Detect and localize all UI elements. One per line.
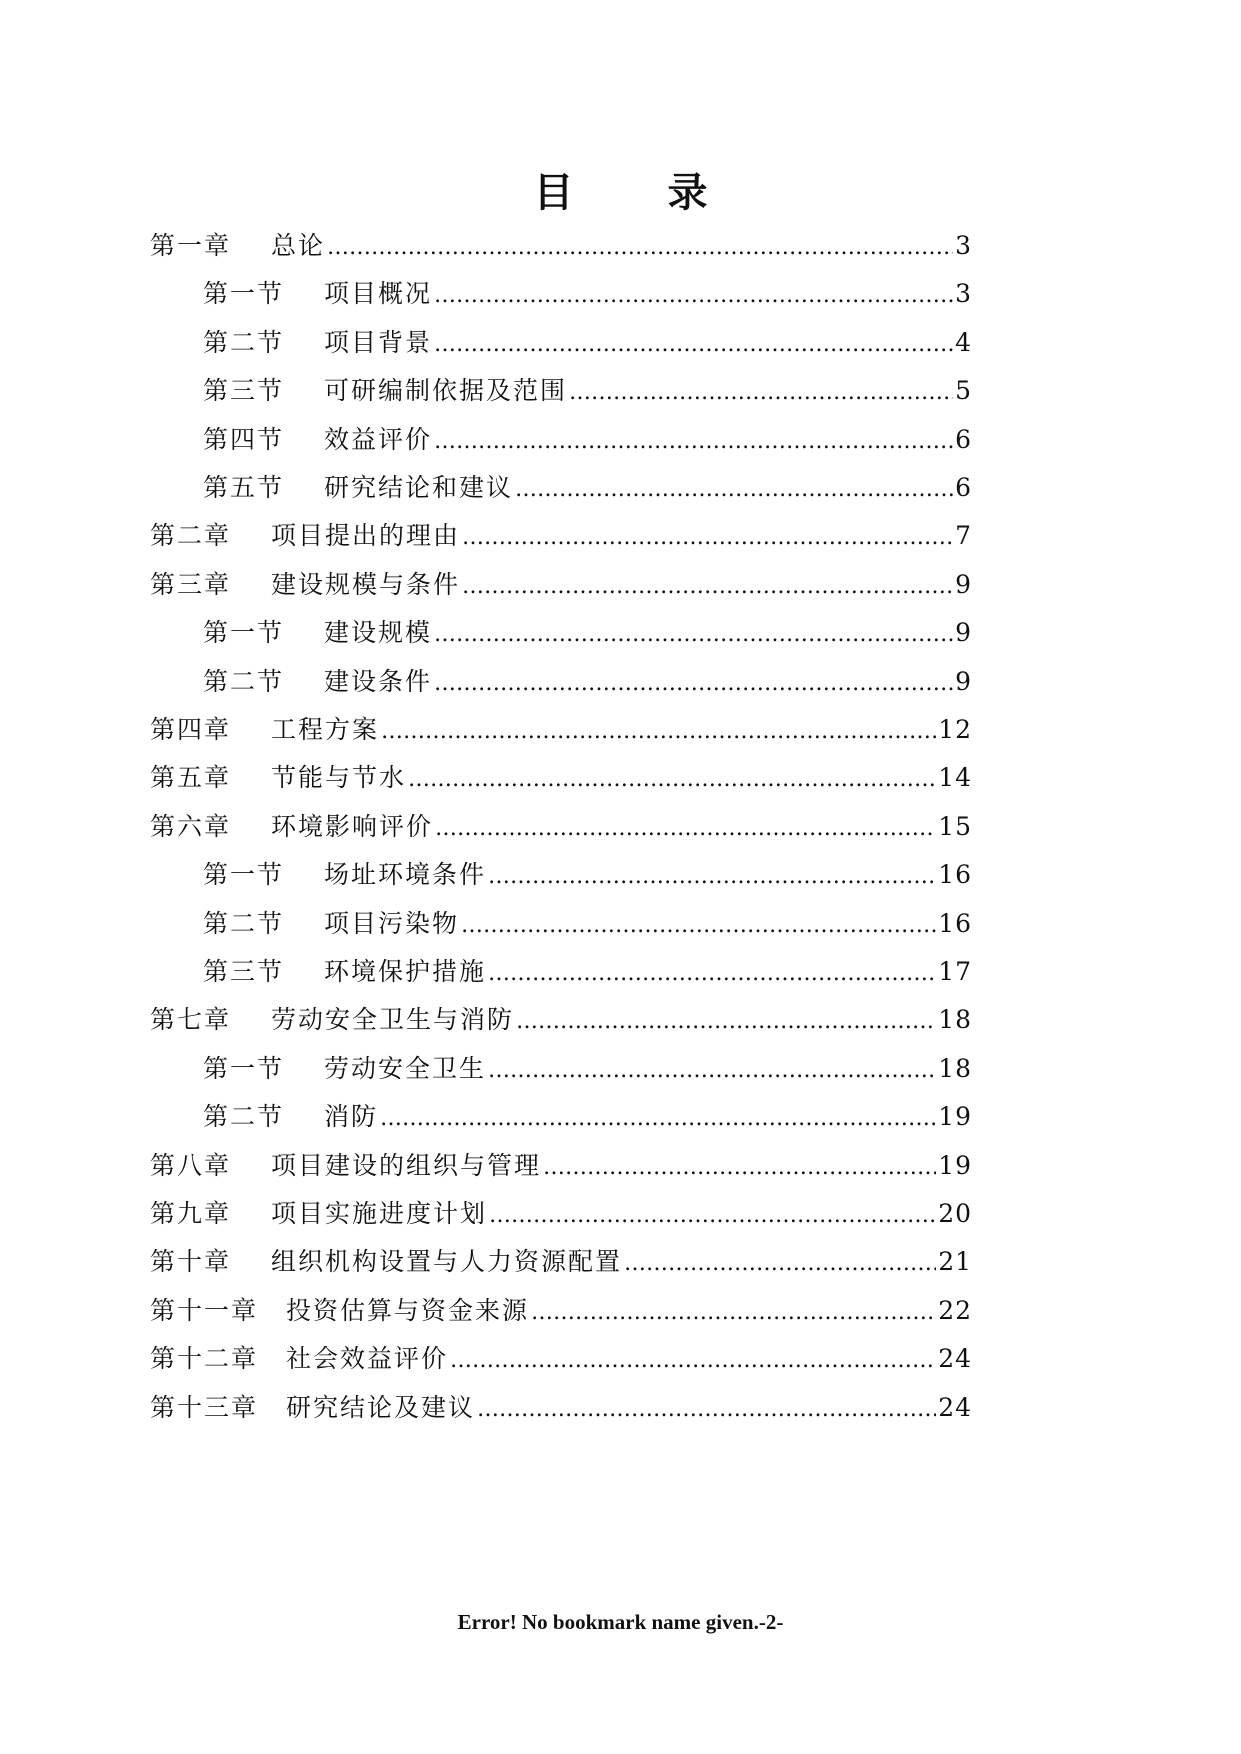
toc-section-entry[interactable] [203, 952, 972, 992]
toc-chapter-entry[interactable] [150, 1194, 972, 1234]
toc-entry-title: 投资估算与资金来源 [286, 1295, 530, 1325]
toc-dot-leader [462, 518, 953, 558]
toc-chapter-entry[interactable] [150, 1388, 972, 1428]
toc-dot-leader [569, 373, 953, 413]
toc-dot-leader [434, 325, 953, 365]
toc-page-number: 9 [955, 569, 972, 599]
toc-entry-title: 项目概况 [324, 279, 433, 309]
toc-page-number: 4 [955, 327, 972, 357]
toc-page-number: 15 [938, 811, 972, 841]
toc-page-number: 12 [938, 715, 972, 744]
toc-dot-leader [543, 1148, 936, 1188]
toc-dot-leader [488, 857, 936, 897]
toc-page-number: 19 [938, 1150, 972, 1180]
toc-entry-title: 项目提出的理由 [271, 521, 461, 551]
toc-entry-number: 第五节 [203, 473, 285, 502]
toc-dot-leader [477, 1390, 936, 1430]
page-title: 目 录 [533, 170, 748, 216]
toc-page-number: 16 [938, 908, 972, 938]
toc-chapter-entry[interactable] [150, 807, 972, 847]
toc-dot-leader [380, 1099, 936, 1139]
toc-chapter-entry[interactable] [150, 1339, 972, 1379]
toc-section-entry[interactable] [203, 1097, 972, 1137]
toc-dot-leader [531, 1293, 936, 1333]
toc-entry-number: 第六章 [150, 811, 232, 841]
toc-entry-title: 项目建设的组织与管理 [271, 1150, 542, 1180]
toc-entry-number: 第十二章 [150, 1344, 259, 1374]
toc-entry-number: 第十章 [150, 1247, 232, 1277]
toc-chapter-entry[interactable] [150, 516, 972, 556]
toc-entry-number: 第一节 [203, 618, 285, 648]
toc-page-number: 6 [955, 424, 972, 454]
toc-entry-number: 第十三章 [150, 1392, 259, 1422]
toc-entry-title: 消防 [324, 1102, 379, 1132]
toc-chapter-entry[interactable] [150, 1291, 972, 1331]
toc-entry-title: 组织机构设置与人力资源配置 [271, 1247, 623, 1277]
toc-entry-number: 第一节 [203, 860, 285, 890]
toc-page-number: 14 [938, 763, 972, 793]
toc-section-entry[interactable] [203, 274, 972, 314]
toc-entry-number: 第七章 [150, 1005, 232, 1035]
toc-entry-title: 建设条件 [324, 666, 433, 696]
toc-entry-number: 第二节 [203, 327, 285, 357]
toc-chapter-entry[interactable] [150, 1146, 972, 1186]
toc-entry-title: 场址环境条件 [324, 860, 487, 890]
toc-section-entry[interactable] [203, 420, 972, 460]
toc-page-number: 22 [938, 1295, 972, 1325]
toc-entry-title: 项目实施进度计划 [271, 1199, 488, 1228]
toc-dot-leader [516, 1002, 936, 1042]
toc-page-number: 5 [955, 376, 972, 406]
toc-entry-title: 劳动安全卫生与消防 [271, 1005, 515, 1035]
toc-dot-leader [488, 954, 936, 994]
toc-chapter-entry[interactable] [150, 226, 972, 266]
toc-section-entry[interactable] [203, 613, 972, 653]
toc-chapter-entry[interactable] [150, 1242, 972, 1282]
toc-chapter-entry[interactable] [150, 758, 972, 798]
toc-chapter-entry[interactable] [150, 1000, 972, 1040]
toc-page-number: 21 [938, 1247, 972, 1277]
toc-entry-title: 节能与节水 [271, 763, 407, 793]
toc-dot-leader [434, 422, 953, 462]
toc-section-entry[interactable] [203, 1049, 972, 1089]
toc-dot-leader [515, 470, 953, 510]
toc-dot-leader [461, 906, 936, 946]
toc-page-number: 16 [938, 860, 972, 890]
toc-entry-number: 第九章 [150, 1199, 232, 1228]
toc-entry-number: 第二节 [203, 908, 285, 938]
toc-dot-leader [434, 664, 953, 704]
toc-entry-number: 第一章 [150, 231, 232, 260]
toc-entry-number: 第二章 [150, 521, 232, 551]
toc-page-number: 6 [955, 473, 972, 502]
toc-chapter-entry[interactable] [150, 565, 972, 605]
toc-dot-leader [408, 760, 936, 800]
page-footer: Error! No bookmark name given.-2- [457, 1610, 784, 1634]
toc-entry-title: 总论 [271, 231, 326, 260]
toc-dot-leader [462, 567, 953, 607]
toc-entry-number: 第四章 [150, 715, 232, 744]
toc-entry-number: 第四节 [203, 424, 285, 454]
toc-entry-title: 项目污染物 [324, 908, 460, 938]
toc-page-number: 7 [955, 521, 972, 551]
toc-dot-leader [434, 276, 953, 316]
toc-entry-number: 第五章 [150, 763, 232, 793]
toc-page-number: 19 [938, 1102, 972, 1132]
toc-entry-title: 效益评价 [324, 424, 433, 454]
toc-entry-number: 第三章 [150, 569, 232, 599]
toc-page-number: 24 [938, 1392, 972, 1422]
toc-page-number: 17 [938, 957, 972, 986]
toc-dot-leader [435, 809, 936, 849]
toc-entry-title: 环境影响评价 [271, 811, 434, 841]
toc-page-number: 9 [955, 618, 972, 648]
toc-entry-number: 第一节 [203, 1053, 285, 1083]
toc-entry-number: 第三节 [203, 957, 285, 986]
toc-entry-title: 研究结论和建议 [324, 473, 514, 502]
toc-entry-title: 社会效益评价 [286, 1344, 449, 1374]
toc-page-number: 3 [955, 231, 972, 260]
toc-dot-leader [434, 615, 953, 655]
toc-section-entry[interactable] [203, 468, 972, 508]
toc-entry-number: 第二节 [203, 1102, 285, 1132]
toc-page-number: 24 [938, 1344, 972, 1374]
toc-section-entry[interactable] [203, 855, 972, 895]
toc-entry-number: 第二节 [203, 666, 285, 696]
toc-section-entry[interactable] [203, 904, 972, 944]
toc-entry-title: 劳动安全卫生 [324, 1053, 487, 1083]
toc-entry-title: 建设规模 [324, 618, 433, 648]
toc-dot-leader [488, 1051, 936, 1091]
toc-section-entry[interactable] [203, 371, 972, 411]
toc-page-number: 3 [955, 279, 972, 309]
toc-entry-title: 可研编制依据及范围 [324, 376, 568, 406]
toc-dot-leader [624, 1244, 936, 1284]
toc-dot-leader [381, 712, 936, 752]
toc-entry-number: 第八章 [150, 1150, 232, 1180]
toc-entry-number: 第三节 [203, 376, 285, 406]
toc-entry-title: 项目背景 [324, 327, 433, 357]
toc-page-number: 9 [955, 666, 972, 696]
toc-dot-leader [327, 228, 953, 268]
toc-chapter-entry[interactable] [150, 710, 972, 750]
toc-dot-leader [450, 1341, 936, 1381]
toc-dot-leader [489, 1196, 936, 1236]
toc-section-entry[interactable] [203, 323, 972, 363]
toc-entry-title: 研究结论及建议 [286, 1392, 476, 1422]
toc-entry-title: 工程方案 [271, 715, 380, 744]
toc-entry-title: 建设规模与条件 [271, 569, 461, 599]
toc-entry-number: 第一节 [203, 279, 285, 309]
toc-section-entry[interactable] [203, 662, 972, 702]
toc-page-number: 18 [938, 1005, 972, 1035]
toc-page-number: 18 [938, 1053, 972, 1083]
toc-page-number: 20 [938, 1199, 972, 1228]
toc-entry-title: 环境保护措施 [324, 957, 487, 986]
toc-entry-number: 第十一章 [150, 1295, 259, 1325]
